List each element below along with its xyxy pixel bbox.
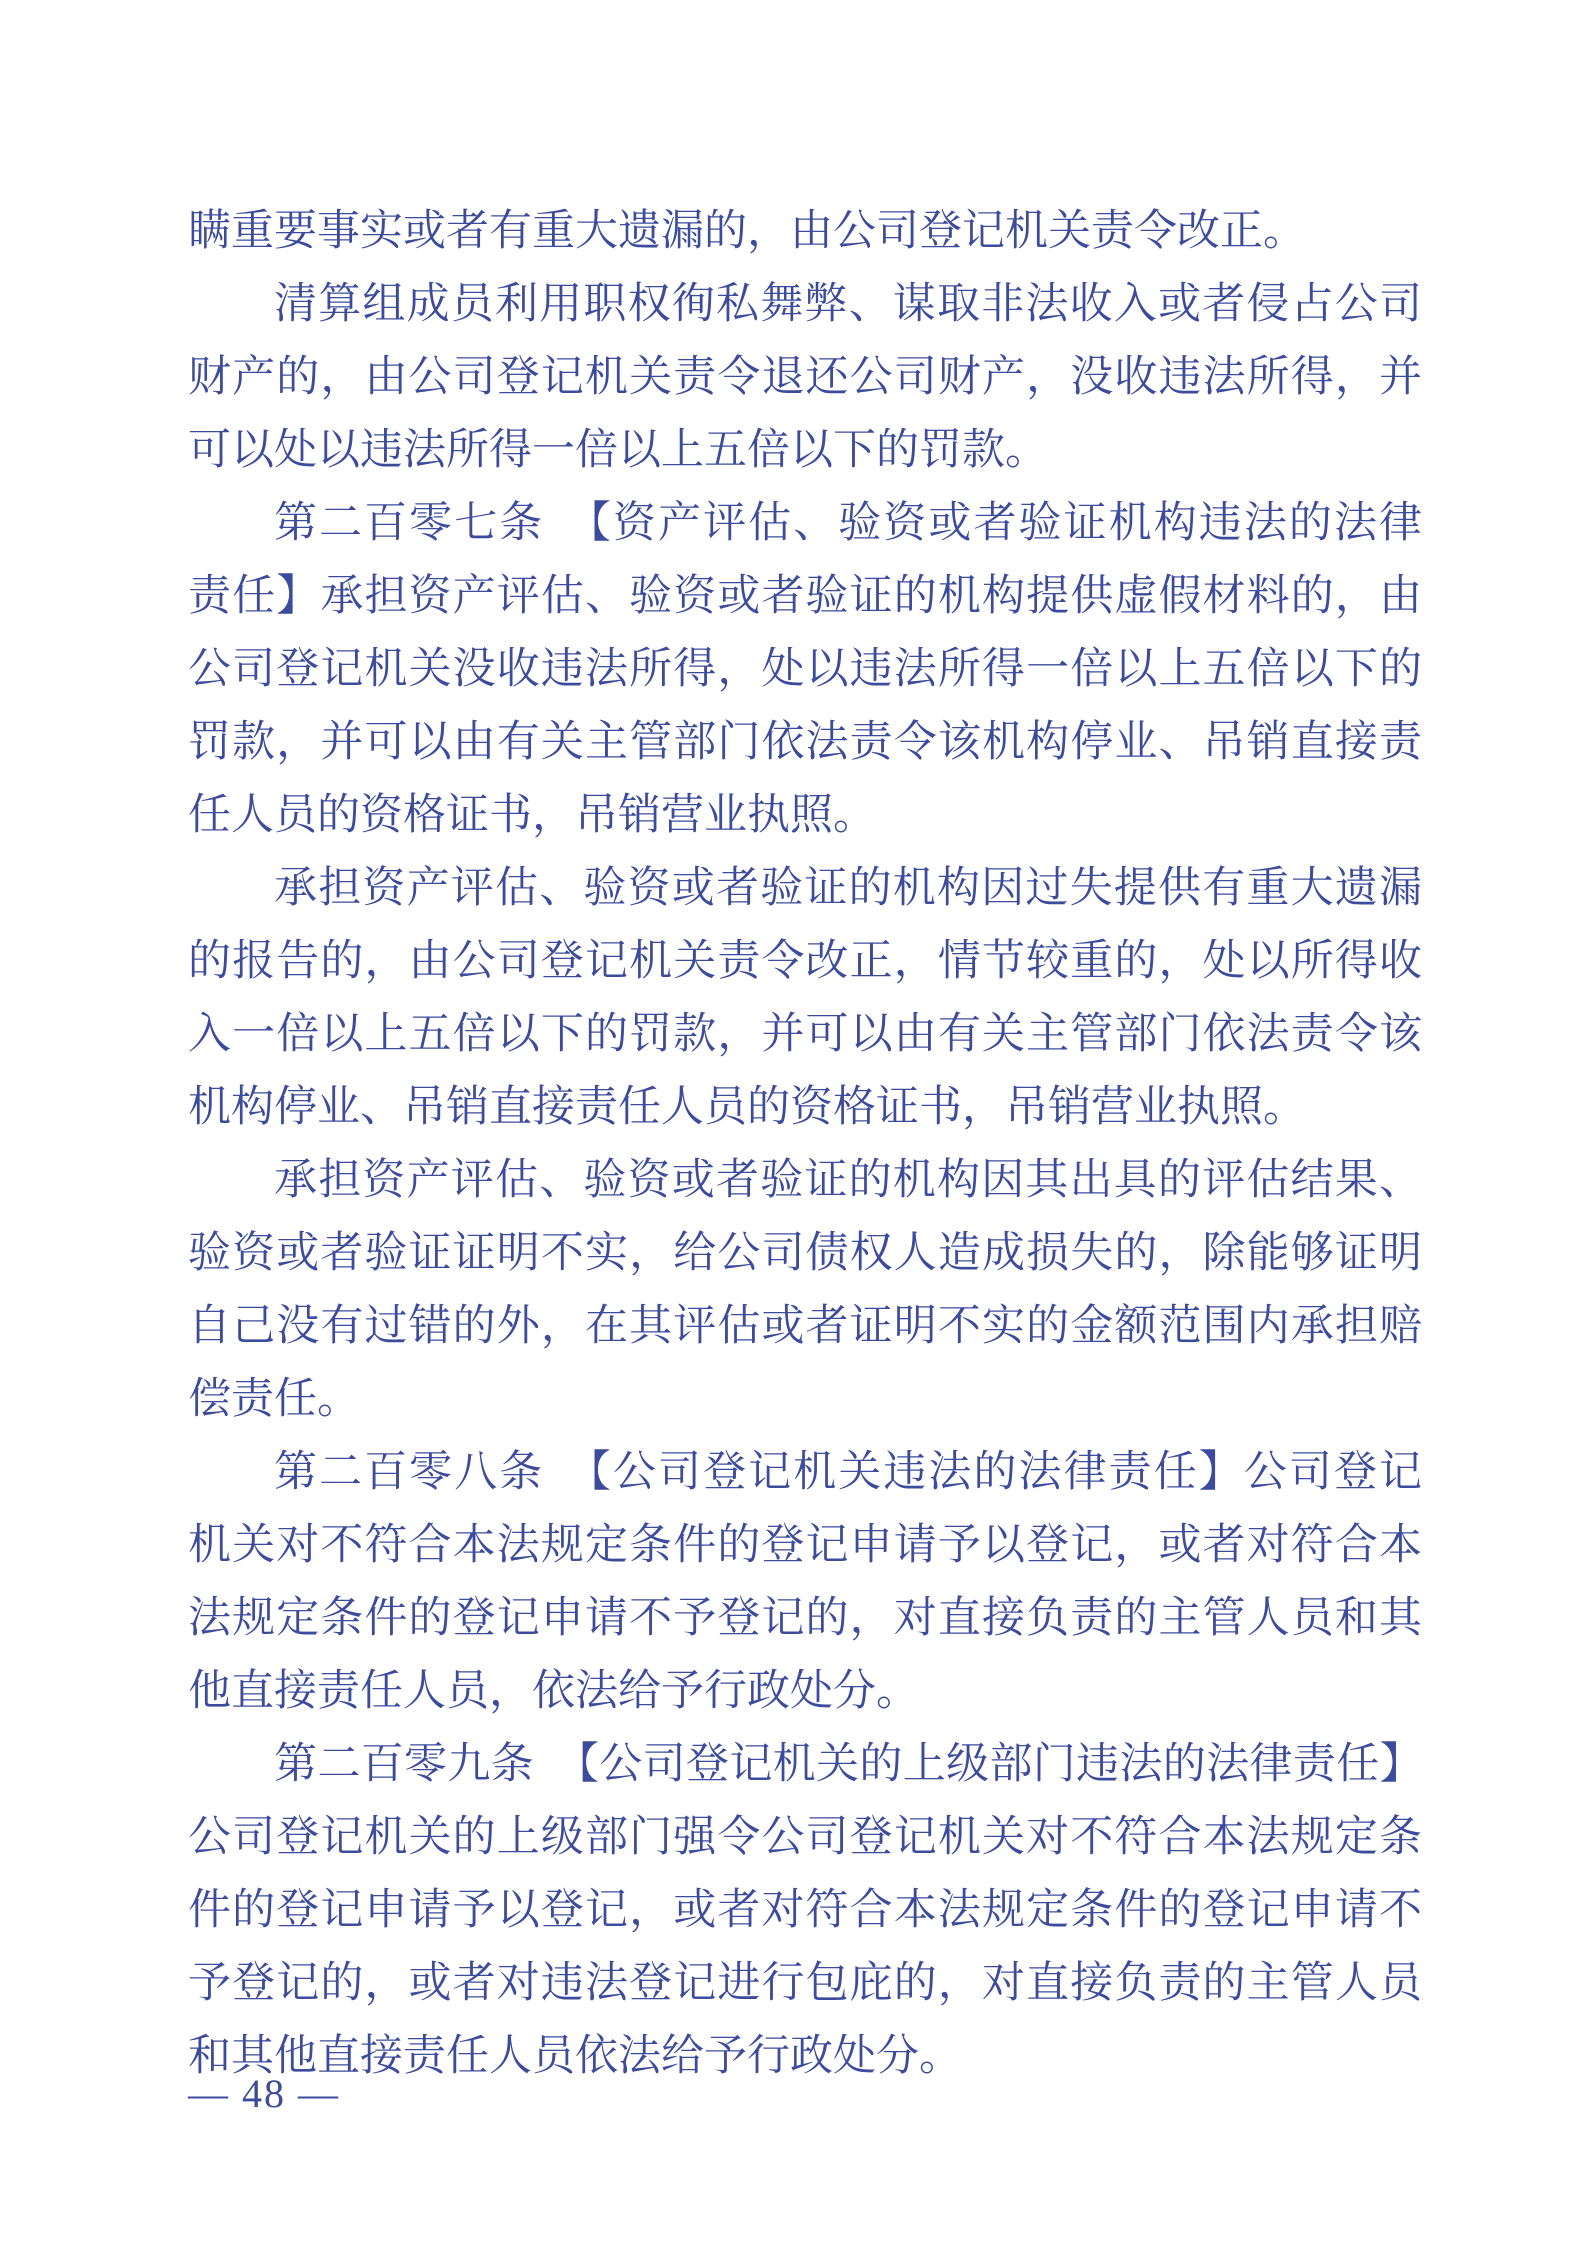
- text-line: 责任】承担资产评估、验资或者验证的机构提供虚假材料的，由: [188, 573, 1422, 620]
- text-line: 件的登记申请予以登记，或者对符合本法规定条件的登记申请不: [188, 1887, 1422, 1934]
- article-208-heading-line: 第二百零八条 【公司登记机关违法的法律责任】公司登记: [274, 1449, 1422, 1496]
- text-line: 的报告的，由公司登记机关责令改正，情节较重的，处以所得收: [188, 938, 1422, 985]
- text-line: 偿责任。: [188, 1376, 360, 1423]
- text-line: 任人员的资格证书，吊销营业执照。: [188, 792, 876, 839]
- article-209-heading-line: 第二百零九条 【公司登记机关的上级部门违法的法律责任】: [274, 1741, 1422, 1788]
- text-line: 予登记的，或者对违法登记进行包庇的，对直接负责的主管人员: [188, 1960, 1422, 2007]
- text-line: 法规定条件的登记申请不予登记的，对直接负责的主管人员和其: [188, 1595, 1422, 1642]
- text-line: 自己没有过错的外，在其评估或者证明不实的金额范围内承担赔: [188, 1303, 1422, 1350]
- text-line: 瞒重要事实或者有重大遗漏的，由公司登记机关责令改正。: [188, 208, 1306, 255]
- text-line: 机构停业、吊销直接责任人员的资格证书，吊销营业执照。: [188, 1084, 1306, 1131]
- text-line: 罚款，并可以由有关主管部门依法责令该机构停业、吊销直接责: [188, 719, 1422, 766]
- text-line: 可以处以违法所得一倍以上五倍以下的罚款。: [188, 427, 1048, 474]
- page-number: — 48 —: [188, 2071, 340, 2116]
- text-line: 验资或者验证证明不实，给公司债权人造成损失的，除能够证明: [188, 1230, 1422, 1277]
- text-line: 机关对不符合本法规定条件的登记申请予以登记，或者对符合本: [188, 1522, 1422, 1569]
- text-line: 和其他直接责任人员依法给予行政处分。: [188, 2033, 962, 2080]
- text-line: 他直接责任人员，依法给予行政处分。: [188, 1668, 919, 1715]
- text-line: 承担资产评估、验资或者验证的机构因过失提供有重大遗漏: [274, 865, 1422, 912]
- text-line: 承担资产评估、验资或者验证的机构因其出具的评估结果、: [274, 1157, 1422, 1204]
- text-line: 公司登记机关的上级部门强令公司登记机关对不符合本法规定条: [188, 1814, 1422, 1861]
- text-line: 公司登记机关没收违法所得，处以违法所得一倍以上五倍以下的: [188, 646, 1422, 693]
- article-207-heading-line: 第二百零七条 【资产评估、验资或者验证机构违法的法律: [274, 500, 1422, 547]
- text-line: 入一倍以上五倍以下的罚款，并可以由有关主管部门依法责令该: [188, 1011, 1422, 1058]
- text-line: 清算组成员利用职权徇私舞弊、谋取非法收入或者侵占公司: [274, 281, 1422, 328]
- law-text-block: [188, 195, 1422, 2093]
- text-line: 财产的，由公司登记机关责令退还公司财产，没收违法所得，并: [188, 354, 1422, 401]
